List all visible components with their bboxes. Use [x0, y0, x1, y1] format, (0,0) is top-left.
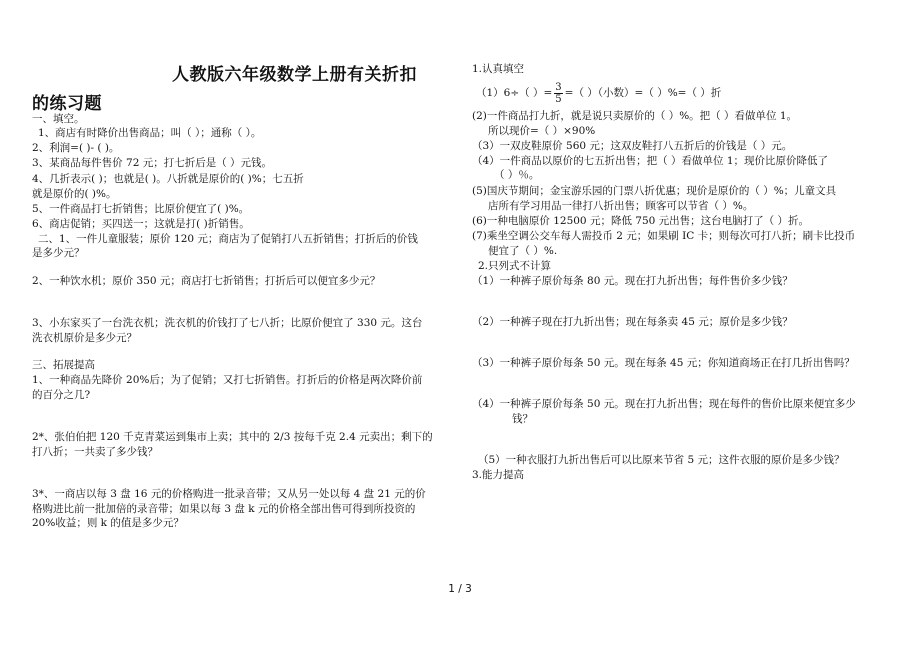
page-title-line1: 人教版六年级数学上册有关折扣: [172, 65, 417, 85]
fraction: [554, 82, 562, 105]
question-text: 2、一种饮水机；原价 350 元；商店打七折销售；打折后可以便宜多少元？: [32, 275, 381, 287]
question-text: 二、1、一件儿童服装；原价 120 元；商店为了促销打八五折销售；打折后的价钱: [38, 233, 418, 245]
question-text: 2、利润=( )- ( )。: [32, 142, 120, 154]
question-text: (7)乘坐空调公交车每人需投币 2 元；如果刷 IC 卡；则每次可打八折；刷卡比投币: [472, 230, 856, 242]
part3-heading: 3.能力提高: [472, 469, 525, 481]
question-text: 钱？: [512, 413, 533, 425]
fraction-numerator: 3: [555, 81, 562, 93]
part2-heading: 2.只列式不计算: [478, 260, 552, 272]
section1-heading: 一、填空。: [32, 113, 85, 125]
page-number: 1 / 3: [448, 583, 472, 595]
question-text: 1、商店有时降价出售商品；叫（ ）；通称（ ）。: [38, 127, 262, 139]
question-text: 4、几折表示( )；也就是( )。八折就是原价的( )%；七五折: [32, 173, 304, 185]
question-text: 3*、一商店以每 3 盘 16 元的价格购进一批录音带；又从另一处以每 4 盘 21 元的价: [32, 488, 426, 500]
question-text: 1、一种商品先降价 20%后；为了促销；又打七折销售。打折后的价格是两次降价前: [32, 374, 423, 386]
question-text: 5、一件商品打七折销售；比原价便宜了( )%。: [32, 203, 250, 215]
question-text: 3、某商品每件售价 72 元；打七折后是（ ）元钱。: [32, 157, 273, 169]
question-text: （4）一种裤子原价每条 50 元。现在打九折出售；现在每件的售价比原来便宜多少: [472, 398, 856, 410]
question-text: （1）一种裤子原价每条 80 元。现在打九折出售；每件售价多少钱？: [472, 275, 793, 287]
question-text: 6、商店促销；买四送一；这就是打( )折销售。: [32, 218, 250, 230]
question-text: 所以现价=（ ）×90%: [488, 125, 596, 137]
question-text: （5）一种衣服打九折出售后可以比原来节省 5 元；这件衣服的原价是多少钱？: [478, 454, 845, 466]
fraction-denominator: 5: [555, 93, 562, 105]
question-text: （3）一种裤子原价每条 50 元。现在每条 45 元；你知道商场正在打几折出售吗？: [472, 357, 855, 369]
question-text: （ ）％。: [494, 169, 540, 181]
question-text: 20%收益；则 k 的值是多少元？: [32, 517, 184, 529]
question-with-fraction: [476, 80, 721, 106]
question-text: （2）一种裤子现在打九折出售；现在每条卖 45 元；原价是多少钱？: [472, 316, 793, 328]
question-text: 店所有学习用品一律打八折出售；顾客可以节省（ ）%。: [488, 200, 754, 212]
fraction-prefix: （1）6÷（ ）=: [476, 87, 553, 99]
part1-heading: 1.认真填空: [472, 63, 525, 75]
question-text: （4）一件商品以原价的七五折出售；把（ ）看做单位 1；现价比原价降低了: [472, 155, 829, 167]
fraction-suffix: =（ ）（小数）=（ ）%=（ ）折: [564, 87, 722, 99]
question-text: 的百分之几?: [32, 389, 91, 401]
question-text: 3、小东家买了一台洗衣机；洗衣机的价钱打了七八折；比原价便宜了 330 元。这台: [32, 317, 423, 329]
question-text: 便宜了（ ）%.: [488, 245, 558, 257]
page-title-line2: 的练习题: [32, 94, 102, 114]
section3-heading: 三、拓展提高: [32, 359, 95, 371]
question-text: 格购进比前一批加倍的录音带；如果以每 3 盘 k 元的价格全部出售可得到所投资的: [32, 503, 416, 515]
question-text: (2)一件商品打九折，就是说只卖原价的（ ）%。把（ ）看做单位 1。: [472, 110, 798, 122]
question-text: 就是原价的( )%。: [32, 188, 117, 200]
question-text: （3）一双皮鞋原价 560 元；这双皮鞋打八五折后的价钱是（ ）元。: [472, 140, 793, 152]
question-text: 2*、张伯伯把 120 千克青菜运到集市上卖；其中的 2/3 按每千克 2.4 元卖出；剩下的: [32, 431, 433, 443]
question-text: 洗衣机原价是多少元？: [32, 332, 137, 344]
question-text: 是多少元？: [32, 247, 85, 259]
question-text: (6)一种电脑原价 12500 元；降低 750 元出售；这台电脑打了（ ）折。: [472, 215, 810, 227]
question-text: (5)国庆节期间；金宝游乐园的门票八折优惠；现价是原价的（ ）%；儿童文具: [472, 185, 837, 197]
question-text: 打八折；一共卖了多少钱？: [32, 446, 158, 458]
